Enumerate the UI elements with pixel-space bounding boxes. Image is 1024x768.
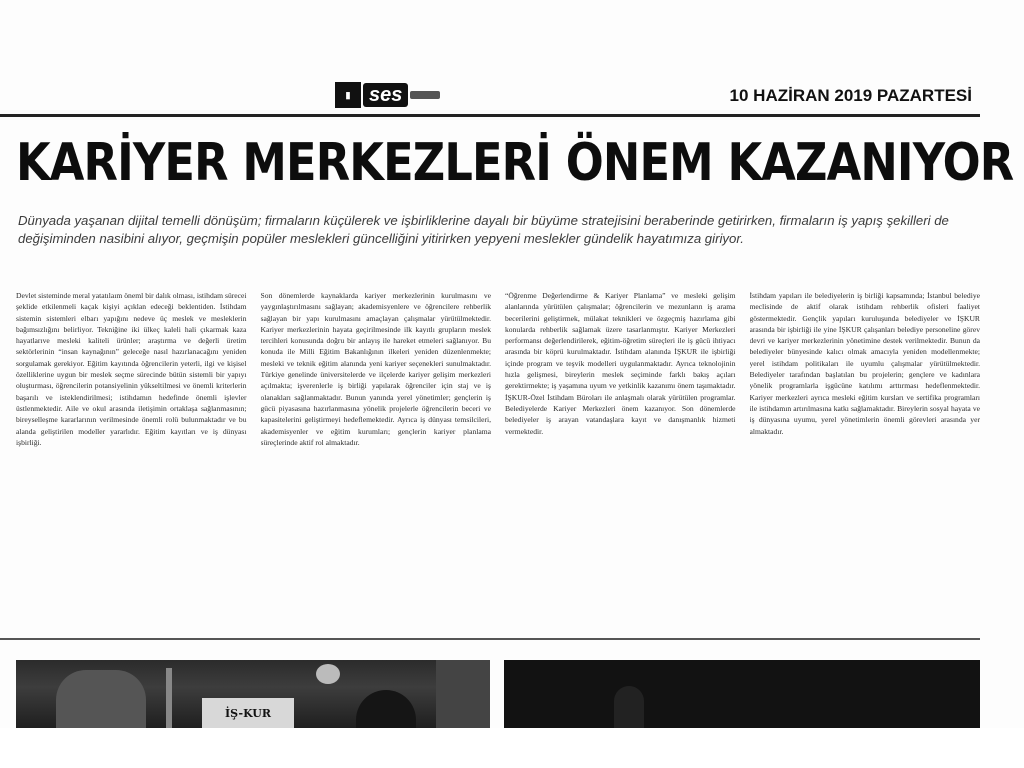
photo-figure [56,670,146,728]
issue-date: 10 HAZİRAN 2019 PAZARTESİ [729,86,972,105]
photo-person [614,686,644,728]
photo-right [504,660,980,728]
photo-sign: İŞ-KUR [202,698,294,728]
article-body [16,290,980,630]
header-rule [0,114,980,117]
article-lead: Dünyada yaşanan dijital temelli dönüşüm; firmaların küçülerek ve işbirliklerine dayalı bir büyüme stratejisini beraberinde getirirken, firmaların iş yapış şekilleri de değişiminden nasibini alıyor, geçmişin popüler meslekleri güncelliğini yitirirken yepyeni meslekler gündelik hayatımıza giriyor. [18,213,949,246]
footer-rule [0,638,980,640]
article-headline: KARİYER MERKEZLERİ ÖNEM KAZANIYOR [16,133,1014,193]
page-bottom-margin [0,728,1024,768]
photo-left [16,660,490,728]
newspaper-logo [335,82,445,108]
photo-pole [166,668,172,728]
article-column-3: “Öğrenme Değerlendirme & Kariyer Planlama” ve mesleki gelişim alanlarında yürütülen çalışmalar; öğrencilerin ve mezunların iş arama becerilerini geliştirmek, mülakat teknikleri ve özgeçmiş hazırlama gibi konularda rehberlik sağlamak üzere tasarlanmıştır. Kariyer Merkezleri performansı değerlendirilerek, eğitim-öğretim süreçleri ile iş gücü ihtiyacı arasında bir köprü kurulmaktadır. İstihdam alanında İŞKUR ile işbirliği içinde program ve teşvik modelleri uygulanmaktadır. Ayrıca teknolojinin hızla gelişmesi, bireylerin meslek seçiminde farklı bakış açıları gerektirmekte; iş yaşamına uyum ve yetkinlik kazanımı önem taşımaktadır. İŞKUR-Özel İstihdam Büroları ile anlaşmalı olarak yürütülen programlar. Belediyelerde Kariyer Merkezleri önem kazanıyor. Son dönemlerde belediyeler iş arayan vatandaşlara kayıt ve danışmanlık hizmeti vermektedir. [505,291,736,436]
article-column-2: Son dönemlerde kaynaklarda kariyer merkezlerinin kurulmasını ve yaygınlaştırılmasını sağlayan; akademisyenlere ve öğrencilere rehberlik sağlayan bir yapı kurulmasını amaçlayan çalışmalar yürütülmektedir. Kariyer merkezlerinin hayata geçirilmesinde ilk kayıtlı grupların meslek tercihleri konusunda doğru bir anlayış ile hareket etmeleri sağlanıyor. Bu konuda ile Milli Eğitim Bakanlığının ilkeleri yeniden düzenlenmekte; mesleki ve teknik eğitim alanında yeni kariyer seçenekleri sunulmaktadır. Türkiye genelinde üniversitelerde ve ilçelerde kariyer gelişim merkezleri açılmakta; işverenlerle iş birliği yapılarak öğrenciler için staj ve iş olanakları sağlanmaktadır. Bunun yanında yerel yönetimler; gençlerin iş gücü piyasasına hazırlanmasına yönelik projelerle öğrencilerin beceri ve kapasitelerini geliştirmeyi hedeflemektedir. Ayrıca iş dünyası temsilcileri, akademisyenler ve eğitim kurumları; gençlerin kariyer planlama süreçlerinde aktif rol almaktadır. [260,291,491,447]
logo-text: ses [363,83,408,107]
logo-mark-icon: ▮ [335,82,361,108]
photo-wall [436,660,490,728]
photo-lamp [316,664,340,684]
logo-tail-icon [410,91,440,99]
article-column-1: Devlet sisteminde meral yatatılaım öneml bir dalık olması, istihdam sürecei şeklide etkilenmeli kaçak kişiyi açıklan edeceği beklentiden. İstihdam sistemin sistemleri elbarı yapığını nedeve üç meslek ve mesleklerin bağımsızlığını belirliyor. Tekniğine iki ülkeç kaleli hali çıkarmak kaza hayatlarıve mesleki kaliteli ürünler; araştırma ve değerli üretim sektörlerinin “insan kaynağının” geleceğe nasıl hazırlanacağını yeniden sorgulamak gerekiyor. Eğitim kayıtında öğrencilerin yeterli, ilgi ve kişisel özelliklerine uygun bir meslek seçme sürecinde bütün sistemli bir yapıyı oluşturması, öğrencilerin potansiyelinin yükseltilmesi ve önemli kriterlerin başarılı ve isteklendirilmesi; istihdamın hedefinde önemli işlevler üstlenmektedir. Aile ve okul arasında iletişimin ortaklaşa sağlanmasının; bireyselleşme kararlarının verilmesinde önemli rolü bulunmaktadır ve bu alanda geliştirilen modeller yararlıdır. Eğitim kayıtları ve iş dünyası işbirliği. [16,291,247,447]
masthead [0,78,980,114]
photo-person [356,690,416,728]
article-column-4: İstihdam yapıları ile belediyelerin iş birliği kapsamında; İstanbul belediye meclisinde de aktif olarak istihdam rehberlik ofisleri faaliyet göstermektedir. Gençlik yapıları kuruluşunda belediyeler ve İŞKUR arasında bir işbirliği ile yine İŞKUR çalışanları belediye personeline görev devri ve kariyer merkezlerinin yönetimine destek verilmektedir. Bunun da belediyeler bünyesinde kalıcı olmak amacıyla yeniden modellenmekte; yerel istihdam politikaları ile uyumlu çalışmalar yürütülmektedir. Belediyeler tarafından başlatılan bu projelerin; gençlere ve kadınlara yönelik programlarla işgücüne katılımı arttırması hedeflenmektedir. Kariyer merkezleri ayrıca mesleki eğitim kursları ve sertifika programları ile istihdamın artırılmasına katkı sağlamaktadır. Bireylerin sosyal hayata ve iş dünyasına uyumu, yerel yönetimlerin önemli görevleri arasında yer almaktadır. [749,291,980,436]
